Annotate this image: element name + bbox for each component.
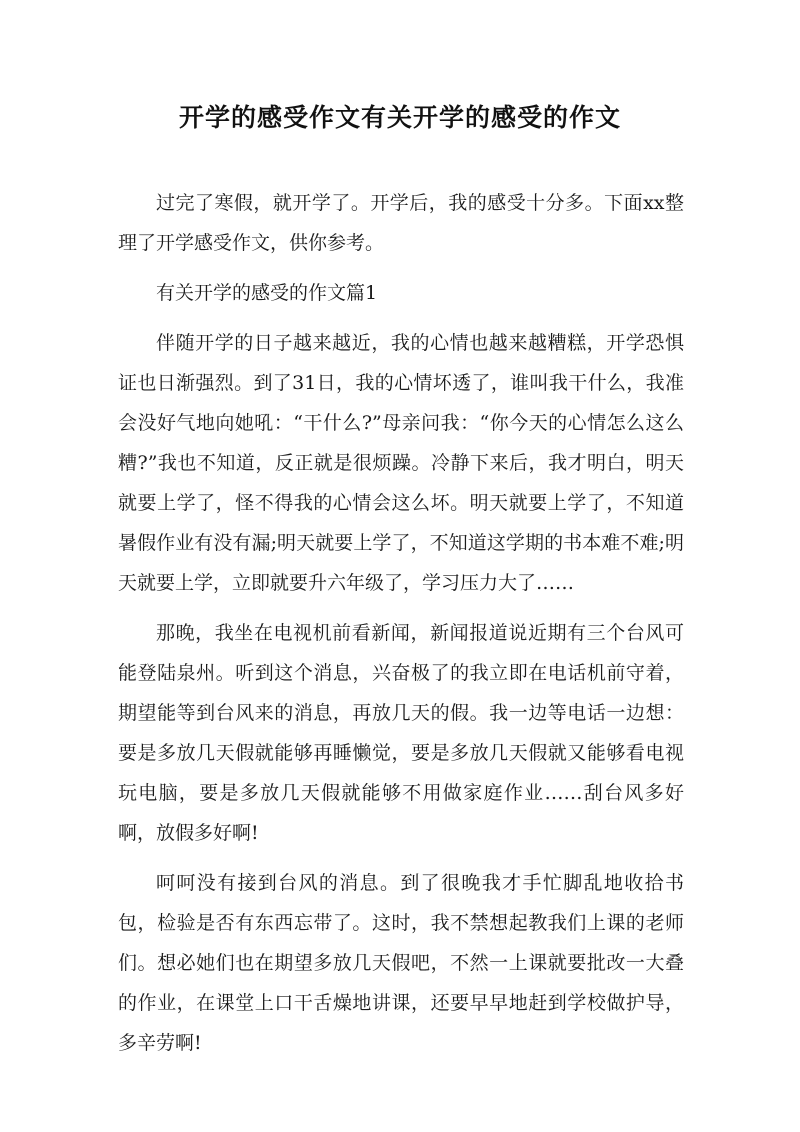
section-heading: 有关开学的感受的作文篇1 [156, 282, 378, 304]
body-paragraph-2: 那晚，我坐在电视机前看新闻，新闻报道说近期有三个台风可能登陆泉州。听到这个消息，兴奋极了的我立即在电话机前守着，期望能等到台风来的消息，再放几天的假。我一边等电话一边想：要是多放几天假就能够再睡懒觉，要是多放几天假就又能够看电视玩电脑，要是多放几天假就能够不用做家庭作业……刮台风多好啊，放假多好啊! [118, 622, 684, 844]
document-title: 开学的感受作文有关开学的感受的作文 [178, 103, 621, 132]
body-paragraph-3: 呵呵没有接到台风的消息。到了很晚我才手忙脚乱地收拾书包，检验是否有东西忘带了。这时，我不禁想起教我们上课的老师们。想必她们也在期望多放几天假吧，不然一上课就要批改一大叠的作业，在课堂上口干舌燥地讲课，还要早早地赶到学校做护导，多辛劳啊! [118, 872, 684, 1054]
intro-paragraph: 过完了寒假，就开学了。开学后，我的感受十分多。下面xx整理了开学感受作文，供你参考。 [118, 192, 684, 254]
document-body [118, 183, 684, 1073]
body-paragraph-1: 伴随开学的日子越来越近，我的心情也越来越糟糕，开学恐惧证也日渐强烈。到了31日，我的心情坏透了，谁叫我干什么，我准会没好气地向她吼：“干什么?”母亲问我：“你今天的心情怎么这么糟?”我也不知道，反正就是很烦躁。冷静下来后，我才明白，明天就要上学了，怪不得我的心情会这么坏。明天就要上学了，不知道暑假作业有没有漏;明天就要上学了，不知道这学期的书本难不难;明天就要上学，立即就要升六年级了，学习压力大了…… [118, 332, 684, 594]
